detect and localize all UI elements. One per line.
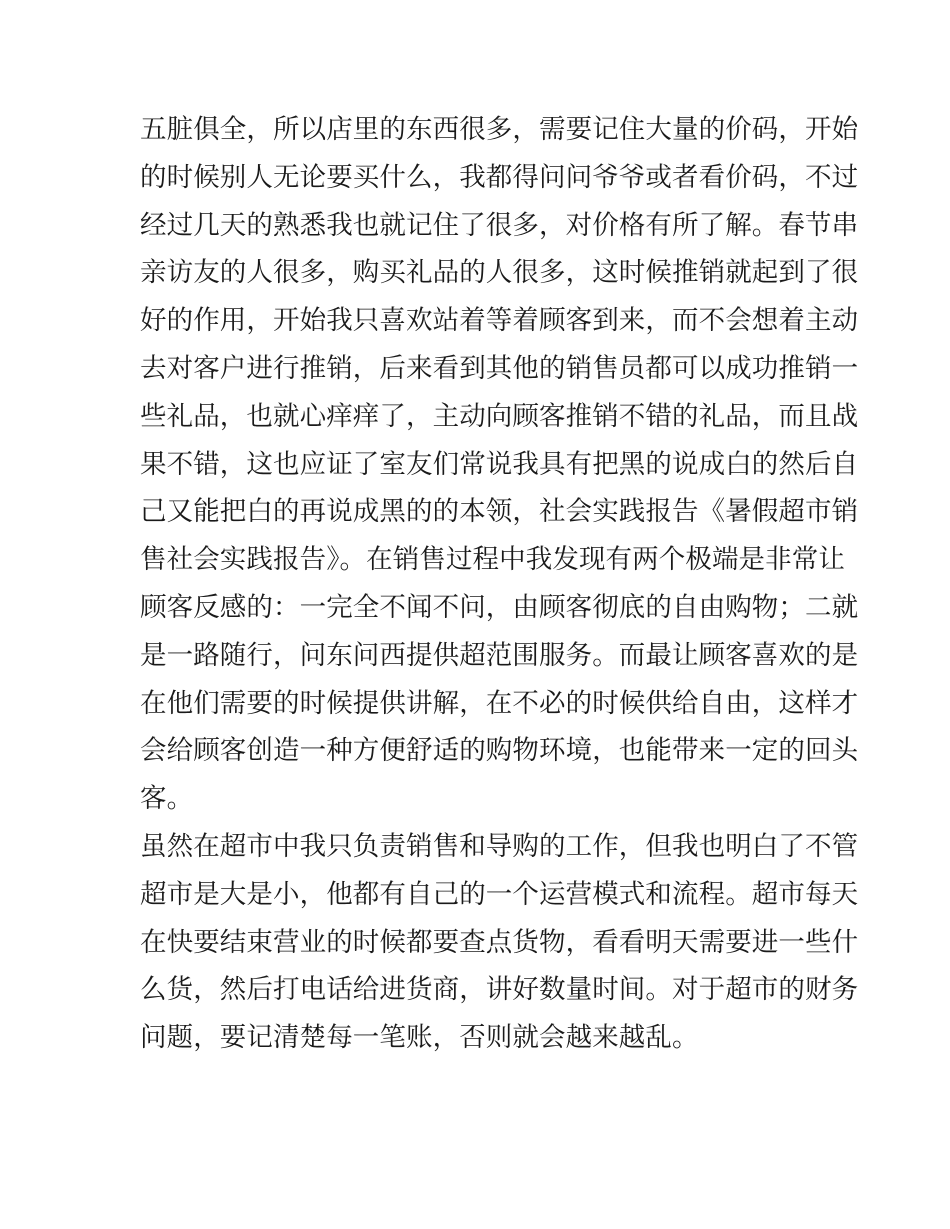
text-line: 些礼品，也就心痒痒了，主动向顾客推销不错的礼品，而且战	[140, 400, 859, 432]
text-line: 亲访友的人很多，购买礼品的人很多，这时候推销就起到了很	[140, 257, 859, 289]
text-line: 果不错，这也应证了室友们常说我具有把黑的说成白的然后自	[140, 448, 859, 480]
text-line: 超市是大是小，他都有自己的一个运营模式和流程。超市每天	[140, 878, 859, 910]
text-line: 会给顾客创造一种方便舒适的购物环境，也能带来一定的回头	[140, 735, 859, 767]
text-line: 客。	[140, 783, 194, 815]
text-line: 问题，要记清楚每一笔账，否则就会越来越乱。	[140, 1022, 699, 1054]
text-line: 己又能把白的再说成黑的的本领，社会实践报告《暑假超市销	[140, 496, 859, 528]
body-text	[140, 106, 859, 1062]
text-line: 好的作用，开始我只喜欢站着等着顾客到来，而不会想着主动	[140, 305, 859, 337]
text-line: 经过几天的熟悉我也就记住了很多，对价格有所了解。春节串	[140, 209, 859, 241]
text-line: 五脏俱全，所以店里的东西很多，需要记住大量的价码，开始	[140, 114, 859, 145]
text-line: 是一路随行，问东问西提供超范围服务。而最让顾客喜欢的是	[140, 639, 859, 671]
text-line: 在快要结束营业的时候都要查点货物，看看明天需要进一些什	[140, 926, 859, 958]
text-line: 在他们需要的时候提供讲解，在不必的时候供给自由，这样才	[140, 687, 859, 719]
text-line: 的时候别人无论要买什么，我都得问问爷爷或者看价码，不过	[140, 161, 859, 193]
text-line: 么货，然后打电话给进货商，讲好数量时间。对于超市的财务	[140, 974, 859, 1006]
text-line: 去对客户进行推销，后来看到其他的销售员都可以成功推销一	[140, 352, 859, 384]
text-line: 售社会实践报告》。在销售过程中我发现有两个极端是非常让	[140, 544, 845, 576]
text-line: 顾客反感的：一完全不闻不问，由顾客彻底的自由购物；二就	[140, 591, 859, 623]
text-line: 虽然在超市中我只负责销售和导购的工作，但我也明白了不管	[140, 830, 859, 862]
